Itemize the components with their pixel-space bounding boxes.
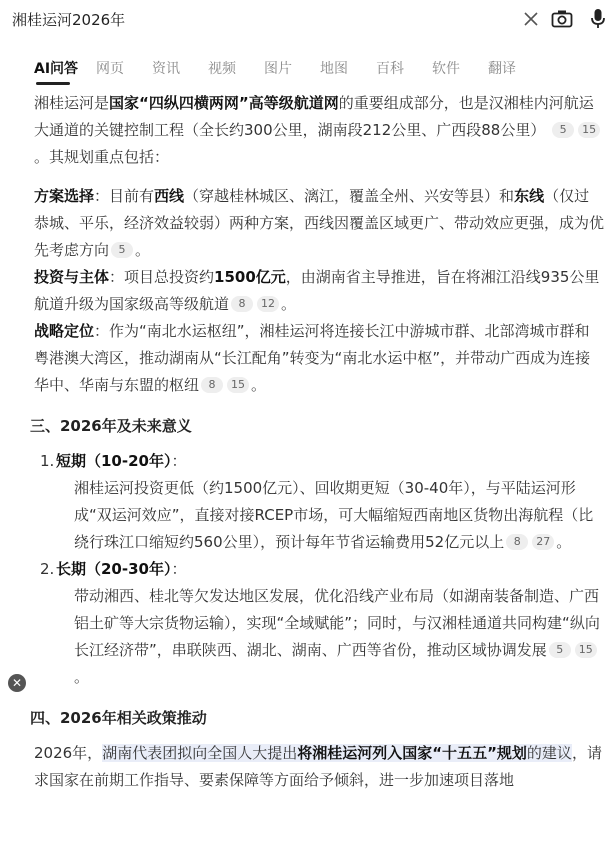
citation-badge[interactable]: 5 [552, 122, 574, 138]
active-tab-indicator [36, 82, 70, 85]
invest-paragraph [34, 264, 604, 318]
plan-text-4: 。 [135, 241, 151, 259]
microphone-icon[interactable] [585, 6, 611, 32]
invest-label: 投资与主体 [34, 268, 110, 286]
policy-highlight-bold: 将湘桂运河列入国家“十五五”规划 [297, 744, 527, 762]
citation-badge[interactable]: 15 [227, 377, 249, 393]
citation-badge[interactable]: 27 [532, 534, 554, 550]
search-bar[interactable] [0, 0, 613, 39]
list-item-body [34, 475, 604, 556]
ai-answer-content [30, 90, 605, 794]
section-heading-4: 四、2026年相关政策推动 [30, 709, 207, 727]
list-item-short-term [34, 448, 604, 475]
tab-ai-answer[interactable]: AI问答 [34, 61, 79, 77]
list-item-title: 长期（20-30年） [56, 560, 172, 578]
tab-video[interactable]: 视频 [208, 61, 236, 77]
strategy-paragraph [34, 318, 604, 399]
policy-highlight-2: 的建议 [526, 744, 572, 762]
policy-paragraph [34, 740, 604, 794]
section-heading-3: 三、2026年及未来意义 [30, 417, 192, 435]
tab-baike[interactable]: 百科 [376, 61, 404, 77]
list-colon: ： [171, 452, 187, 470]
list-item-end: 。 [556, 533, 572, 551]
intro-text: 湘桂运河是 [34, 94, 110, 112]
citation-badge[interactable]: 15 [575, 642, 597, 658]
citation-badge[interactable]: 15 [578, 122, 600, 138]
intro-text-2: 的重要组成部分，也是汉湘桂内河航运大通道的关键控制工程（全长约300公里，湖南段212公里、广西段88公里） [34, 94, 594, 139]
list-colon: ： [171, 560, 187, 578]
plan-label: 方案选择 [34, 187, 95, 205]
tab-web[interactable]: 网页 [96, 61, 124, 77]
citation-badge[interactable]: 12 [257, 296, 279, 312]
intro-text-3: 。其规划重点包括： [34, 148, 170, 166]
clear-icon[interactable] [518, 6, 544, 32]
list-item-title: 短期（10-20年） [56, 452, 172, 470]
tab-translate[interactable]: 翻译 [488, 61, 516, 77]
list-number: 2. [40, 560, 55, 578]
plan-text: ：目前有 [94, 187, 155, 205]
policy-text: 2026年， [34, 744, 103, 762]
close-icon[interactable]: ✕ [8, 674, 26, 692]
plan-text-3: （仅过恭城、平乐，经济效益较弱）两种方案，西线因覆盖区域更广、带动效应更强，成为优先考虑方向 [34, 187, 605, 259]
citation-badge[interactable]: 8 [231, 296, 253, 312]
tab-news[interactable]: 资讯 [152, 61, 180, 77]
invest-amount: 1500亿元 [214, 268, 286, 286]
camera-icon[interactable] [549, 6, 575, 32]
list-item-text: 带动湘西、桂北等欠发达地区发展，优化沿线产业布局（如湖南装备制造、广西铝土矿等大宗货物运输），实现“全域赋能”；同时，与汉湘桂通道共同构建“纵向长江经济带”，串联陕西、湖北、湖南、广西等省份，推动区域协调发展 [74, 587, 600, 659]
plan-west-line: 西线 [154, 187, 185, 205]
plan-paragraph [34, 183, 604, 264]
policy-text-2: ，请求国家在前期工作指导、要素保障等方面给予倾斜，进一步加速项目落地 [34, 744, 602, 789]
citation-badge[interactable]: 8 [506, 534, 528, 550]
list-number: 1. [40, 452, 55, 470]
citation-badge[interactable]: 5 [111, 242, 133, 258]
list-item-body [34, 583, 604, 691]
tab-images[interactable]: 图片 [264, 61, 292, 77]
plan-text-2: （穿越桂林城区、漓江，覆盖全州、兴安等县）和 [184, 187, 515, 205]
strategy-text: ：作为“南北水运枢纽”，湘桂运河将连接长江中游城市群、北部湾城市群和粤港澳大湾区，推动湖南从“长江配角”转变为“南北水运中枢”，并带动广西成为连接华中、华南与东盟的枢纽 [34, 322, 591, 394]
list-item-end: 。 [74, 668, 90, 686]
tab-map[interactable]: 地图 [320, 61, 348, 77]
tab-software[interactable]: 软件 [432, 61, 460, 77]
plan-east-line: 东线 [514, 187, 545, 205]
invest-text-2: ，由湖南省主导推进，旨在将湘江沿线935公里航道升级为国家级高等级航道 [34, 268, 600, 313]
intro-paragraph [34, 90, 604, 171]
search-input[interactable]: 湘桂运河2026年 [12, 11, 126, 29]
policy-highlight: 湖南代表团拟向全国人大提出 [102, 744, 298, 762]
invest-text-3: 。 [281, 295, 297, 313]
invest-text: ：项目总投资约 [109, 268, 215, 286]
citation-badge[interactable]: 5 [549, 642, 571, 658]
strategy-label: 战略定位 [34, 322, 95, 340]
strategy-text-2: 。 [251, 376, 267, 394]
list-item-text: 湘桂运河投资更低（约1500亿元）、回收期更短（30-40年），与平陆运河形成“双运河效应”，直接对接RCEP市场，可大幅缩短西南地区货物出海航程（比绕行珠江口缩短约560公里），预计每年节省运输费用52亿元以上 [74, 479, 594, 551]
citation-badge[interactable]: 8 [201, 377, 223, 393]
list-item-long-term [34, 556, 604, 583]
intro-bold: 国家“四纵四横两网”高等级航道网 [109, 94, 339, 112]
search-tabs [0, 38, 613, 90]
